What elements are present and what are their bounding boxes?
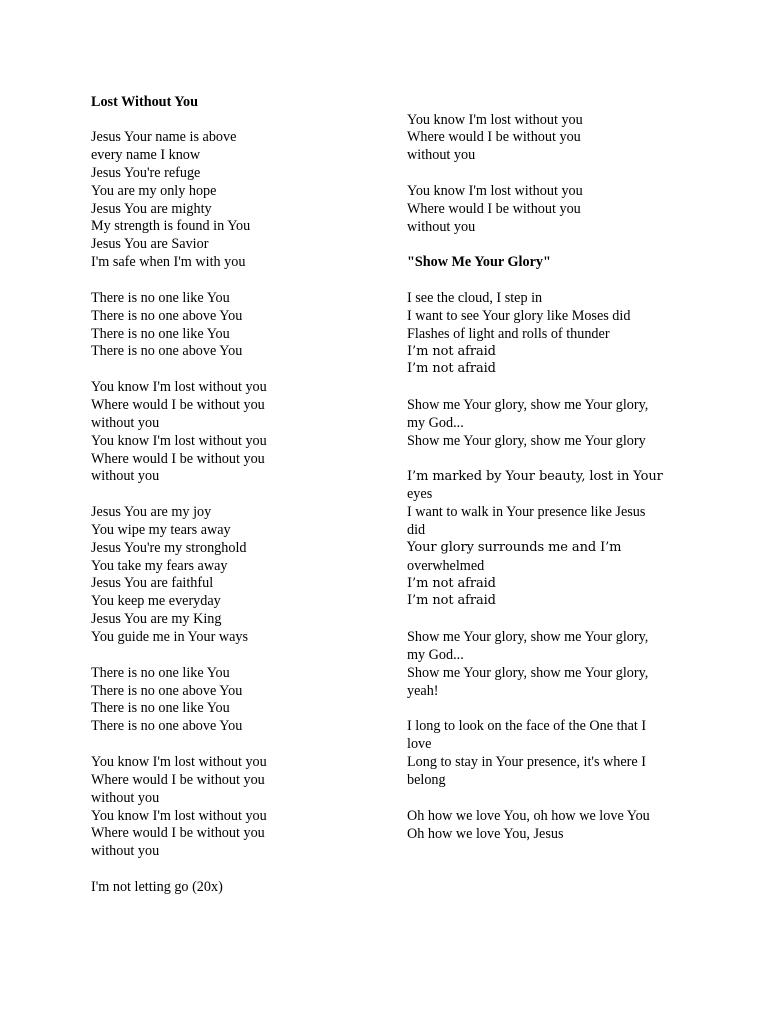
lyric-line: You take my fears away [91, 557, 228, 574]
lyric-line: I’m not afraid [407, 343, 496, 359]
lyric-line: You keep me everyday [91, 593, 221, 610]
lyric-line: Jesus You are Savior [91, 236, 209, 253]
lyric-line: There is no one like You [91, 664, 230, 681]
lyric-line: Jesus You are faithful [91, 575, 214, 592]
lyric-line: You know I'm lost without you [407, 111, 583, 128]
lyric-line: Show me Your glory, show me Your glory, [407, 664, 649, 681]
lyric-line: I’m not afraid [407, 575, 496, 591]
lyric-line: eyes [407, 486, 433, 503]
lyric-line: I'm safe when I'm with you [91, 254, 246, 271]
lyric-line: There is no one above You [91, 718, 243, 735]
lyric-line: Oh how we love You, Jesus [407, 825, 564, 842]
lyric-line: You know I'm lost without you [91, 753, 267, 770]
lyric-line: Jesus You're refuge [91, 164, 201, 181]
lyric-line: I'm not letting go (20x) [91, 878, 223, 895]
lyric-line: did [407, 522, 426, 539]
lyric-line: overwhelmed [407, 557, 485, 574]
lyric-line: Where would I be without you [91, 396, 265, 413]
lyric-line: Where would I be without you [407, 129, 581, 146]
lyric-line: There is no one above You [91, 682, 243, 699]
lyric-line: love [407, 736, 432, 753]
lyric-line: I’m not afraid [407, 361, 496, 377]
lyric-line: I long to look on the face of the One that I [407, 718, 647, 735]
song-title: "Show Me Your Glory" [407, 254, 551, 271]
lyric-line: without you [91, 843, 160, 860]
lyric-line: There is no one above You [91, 343, 243, 360]
lyric-line: You wipe my tears away [91, 521, 231, 538]
lyric-line: Jesus You're my stronghold [91, 539, 247, 556]
lyric-line: without you [407, 147, 476, 164]
lyric-line: I want to walk in Your presence like Jesus [407, 504, 646, 521]
lyric-line: You are my only hope [91, 182, 217, 199]
lyric-line: You guide me in Your ways [91, 629, 249, 645]
lyric-line: I see the cloud, I step in [407, 290, 543, 306]
lyric-line: There is no one like You [91, 700, 230, 717]
lyric-line: yeah! [407, 682, 439, 699]
lyric-line: There is no one like You [91, 289, 230, 306]
lyric-line: Where would I be without you [91, 825, 265, 842]
lyric-line: You know I'm lost without you [91, 432, 267, 449]
lyric-line: Show me Your glory, show me Your glory, [407, 629, 649, 646]
lyric-line: You know I'm lost without you [91, 807, 267, 824]
lyric-line: without you [91, 468, 160, 485]
lyric-line: Where would I be without you [91, 450, 265, 467]
lyric-line: Jesus You are my King [91, 611, 222, 628]
lyric-line: Jesus You are mighty [91, 200, 212, 217]
lyric-line: without you [91, 789, 160, 806]
lyric-line: Jesus Your name is above [91, 129, 237, 146]
lyric-line: There is no one above You [91, 307, 243, 324]
lyric-line: Oh how we love You, oh how we love You [407, 807, 650, 824]
lyric-line: There is no one like You [91, 325, 230, 342]
lyric-line: every name I know [91, 147, 201, 164]
lyric-line: my God... [407, 647, 464, 663]
lyric-line: I want to see Your glory like Moses did [407, 307, 631, 324]
lyric-line: I’m marked by Your beauty, lost in Your [407, 468, 663, 484]
lyric-line: belong [407, 771, 446, 788]
lyric-line: Jesus You are my joy [91, 504, 212, 521]
lyric-line: Where would I be without you [407, 200, 581, 217]
lyric-line: Show me Your glory, show me Your glory [407, 432, 646, 449]
song-title: Lost Without You [91, 93, 198, 110]
lyric-line: Long to stay in Your presence, it's where I [407, 754, 646, 771]
lyric-line: You know I'm lost without you [91, 379, 267, 396]
lyric-line: You know I'm lost without you [407, 182, 583, 199]
lyric-line: Where would I be without you [91, 771, 265, 788]
lyric-line: without you [91, 414, 160, 431]
lyric-line: without you [407, 218, 476, 235]
lyric-line: My strength is found in You [91, 218, 251, 235]
lyric-line: Show me Your glory, show me Your glory, [407, 397, 649, 414]
lyric-line: Your glory surrounds me and I’m [407, 539, 622, 555]
lyric-line: my God... [407, 414, 464, 431]
lyric-line: Flashes of light and rolls of thunder [407, 325, 610, 342]
lyric-line: I’m not afraid [407, 593, 496, 609]
